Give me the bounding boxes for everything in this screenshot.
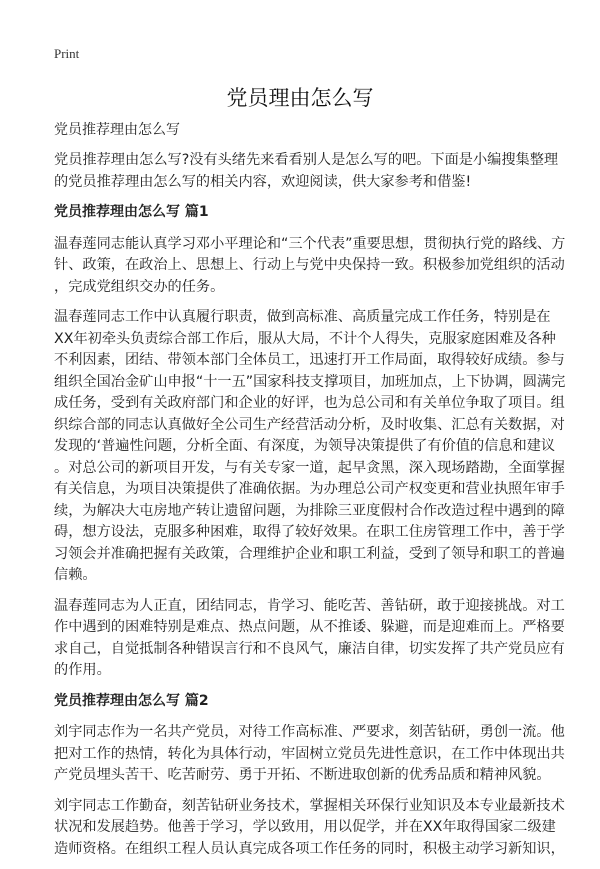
text-line: 不利因素，团结、带领本部门全体员工，迅速打开工作局面，取得较好成绩。参与 [54, 352, 565, 368]
intro-paragraph [54, 150, 574, 193]
text-line: 造师资格。在组织工程人员认真完成各项工作任务的同时，积极主动学习新知识， [54, 840, 565, 857]
paragraph [54, 234, 574, 299]
paragraph [54, 307, 574, 587]
print-link[interactable]: Print [54, 46, 80, 61]
text-line: 作中遇到的困难特别是难点、热点问题，从不推诿、躲避，而是迎难而上。严格要 [54, 619, 565, 635]
paragraph [54, 722, 574, 787]
text-line: 续，为解决大屯房地产转让遗留问题，为排除三亚度假村合作改造过程中遇到的障 [54, 502, 565, 519]
text-line: 刘宇同志作为一名共产党员，对待工作高标准、严要求，刻苦钻研，勇创一流。他 [54, 724, 565, 740]
article-body [54, 150, 574, 869]
section-heading: 党员推荐理由怎么写 篇2 [54, 692, 209, 709]
text-line: 发现的‘普遍性问题，分析全面、有深度，为领导决策提供了有价值的信息和建议 [54, 438, 556, 454]
text-line: 把对工作的热情，转化为具体行动，牢固树立党员先进性意识，在工作中体现出共 [54, 745, 565, 762]
text-line: 状况和发展趋势。他善于学习，学以致用，用以促学，并在XX年取得国家二级建 [54, 819, 556, 835]
text-line: 织综合部的同志认真做好全公司生产经营活动分析，及时收集、汇总有关数据，对 [54, 416, 565, 433]
text-line: 温春莲同志能认真学习邓小平理论和“三个代表”重要思想，贯彻执行党的路线、方 [54, 235, 566, 252]
text-line: 。对总公司的新项目开发，与有关专家一道，起早贪黑，深入现场踏勘，全面掌握 [54, 459, 565, 476]
text-line: 的作用。 [54, 662, 111, 678]
section-heading: 党员推荐理由怎么写 篇1 [54, 204, 209, 220]
text-line: 成任务，受到有关政府部门和企业的好评，也为总公司和有关单位争取了项目。组 [54, 395, 565, 411]
text-line: 碍，想方设法，克服多种困难，取得了较好效果。在职工住房管理工作中，善于学 [54, 524, 565, 540]
text-line: 组织全国冶金矿山申报“十一五”国家科技支撑项目，加班加点，上下协调，圆满完 [54, 373, 566, 390]
subtitle: 党员推荐理由怎么写 [54, 122, 180, 138]
text-line: ，完成党组织交办的任务。 [54, 278, 225, 295]
text-line: 有关信息，为项目决策提供了准确依据。为办理总公司产权变更和营业执照年审手 [54, 481, 565, 497]
text-line: 刘宇同志工作勤奋，刻苦钻研业务技术，掌握相关环保行业知识及本专业最新技术 [54, 797, 565, 814]
text-line: 求自己，自觉抵制各种错误言行和不良风气，廉洁自律，切实发挥了共产党员应有 [54, 640, 565, 657]
paragraph [54, 596, 574, 682]
text-line: 针、政策，在政治上、思想上、行动上与党中央保持一致。积极参加党组织的活动 [54, 257, 565, 273]
text-line: XX年初牵头负责综合部工作后，服从大局，不计个人得失，克服家庭困难及各种 [54, 330, 556, 347]
text-line: 的党员推荐理由怎么写的相关内容，欢迎阅读，供大家参考和借鉴! [54, 173, 472, 190]
page-title: 党员理由怎么写 [226, 86, 374, 110]
text-line: 产党员埋头苦干、吃苦耐劳、勇于开拓、不断进取创新的优秀品质和精神风貌。 [54, 767, 551, 783]
text-line: 习领会并准确把握有关政策，合理维护企业和职工利益，受到了领导和职工的普遍 [54, 545, 565, 562]
text-line: 温春莲同志工作中认真履行职责，做到高标准、高质量完成工作任务，特别是在 [54, 309, 551, 325]
text-line: 党员推荐理由怎么写?没有头绪先来看看别人是怎么写的吧。下面是小编搜集整理 [54, 152, 559, 168]
text-line: 温春莲同志为人正直，团结同志，肯学习、能吃苦、善钻研，敢于迎接挑战。对工 [54, 597, 565, 614]
text-line: 信赖。 [54, 567, 97, 583]
